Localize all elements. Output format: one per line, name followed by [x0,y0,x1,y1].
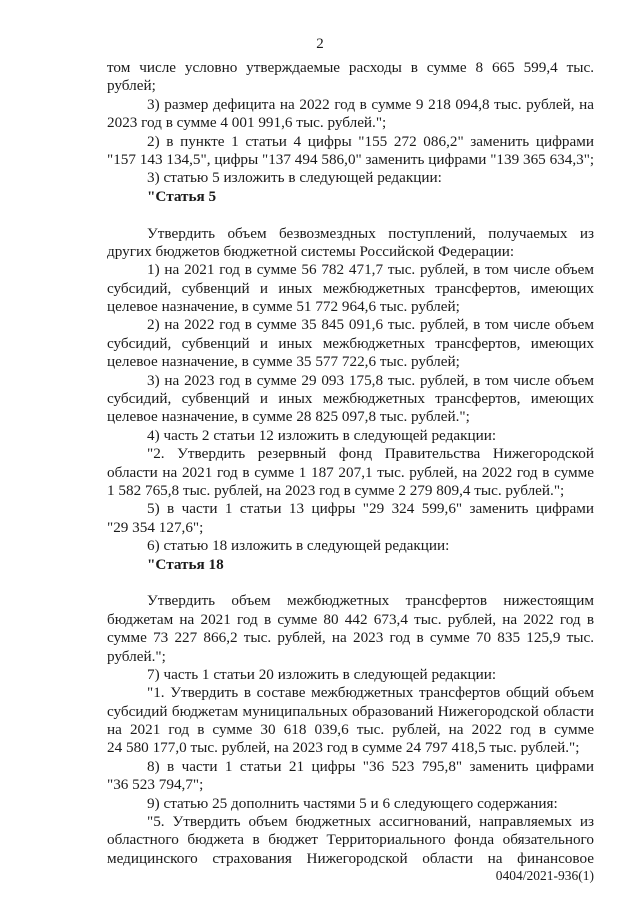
text-line: Утвердить объем безвозмездных поступлений, получаемых из [147,224,594,242]
text-line: сумме 73 227 866,2 тыс. рублей, на 2023 год в сумме 70 835 125,9 тыс. [107,629,594,647]
text-line: 2023 год в сумме 4 001 991,6 тыс. рублей."; [107,114,387,132]
text-line: субсидий бюджетам муниципальных образований Нижегородской области [107,702,594,720]
text-line: других бюджетов бюджетной системы Российской Федерации: [107,242,515,260]
text-line: 3) статью 5 изложить в следующей редакции: [147,169,442,187]
text-line: субсидий, субвенций и иных межбюджетных трансфертов, имеющих [107,279,594,297]
text-line: 6) статью 18 изложить в следующей редакции: [147,537,450,555]
text-line: медицинского страхования Нижегородской области на финансовое [107,849,594,867]
blank-line [107,574,594,592]
text-line: области на 2021 год в сумме 1 187 207,1 тыс. рублей, на 2022 год в сумме [107,463,594,481]
page-number: 2 [316,36,324,52]
text-line: "2. Утвердить резервный фонд Правительства Нижегородской [147,445,594,463]
text-line: 3) на 2023 год в сумме 29 093 175,8 тыс. рублей, в том числе объем [147,371,594,389]
text-line: "1. Утвердить в составе межбюджетных трансфертов общий объем [147,684,594,702]
text-line: "Статья 18 [147,555,224,573]
document-body [107,59,594,868]
text-line: 3) размер дефицита на 2022 год в сумме 9 218 094,8 тыс. рублей, на [147,95,594,113]
text-line: 8) в части 1 статьи 21 цифры "36 523 795,8" заменить цифрами [147,757,594,775]
text-line: "36 523 794,7"; [107,776,204,794]
text-line: субсидий, субвенций и иных межбюджетных трансфертов, имеющих [107,390,594,408]
text-line: целевое назначение, в сумме 28 825 097,8 тыс. рублей."; [107,408,470,426]
text-line: "157 143 134,5", цифры "137 494 586,0" заменить цифрами "139 365 634,3"; [107,150,595,168]
text-line: рублей."; [107,647,166,665]
text-line: рублей; [107,77,156,95]
text-line: 7) часть 1 статьи 20 изложить в следующей редакции: [147,665,497,683]
text-line: 2) на 2022 год в сумме 35 845 091,6 тыс. рублей, в том числе объем [147,316,594,334]
text-line: 1 582 765,8 тыс. рублей, на 2023 год в сумме 2 279 809,4 тыс. рублей."; [107,481,565,499]
text-line: областного бюджета в бюджет Территориального фонда обязательного [107,831,594,849]
text-line: том числе условно утверждаемые расходы в сумме 8 665 599,4 тыс. [107,59,594,76]
text-line: 5) в части 1 статьи 13 цифры "29 324 599,6" заменить цифрами [147,500,594,518]
text-line: 2) в пункте 1 статьи 4 цифры "155 272 086,2" заменить цифрами [147,132,594,150]
text-line: бюджетам на 2021 год в сумме 80 442 673,4 тыс. рублей, на 2022 год в [107,610,594,628]
text-line: "Статья 5 [147,187,217,205]
text-line: "29 354 127,6"; [107,518,204,536]
text-line: целевое назначение, в сумме 35 577 722,6 тыс. рублей; [107,353,460,371]
text-line: 24 580 177,0 тыс. рублей, на 2023 год в сумме 24 797 418,5 тыс. рублей."; [107,739,580,757]
text-line: субсидий, субвенций и иных межбюджетных трансфертов, имеющих [107,334,594,352]
blank-line [107,206,594,224]
document-code: 0404/2021-936(1) [495,868,594,883]
text-line: 1) на 2021 год в сумме 56 782 471,7 тыс. рублей, в том числе объем [147,261,594,279]
text-line: "5. Утвердить объем бюджетных ассигнований, направляемых из [147,813,594,831]
text-line: 9) статью 25 дополнить частями 5 и 6 следующего содержания: [147,794,558,812]
text-line: на 2021 год в сумме 30 618 039,6 тыс. рублей, на 2022 год в сумме [107,721,594,739]
text-line: целевое назначение, в сумме 51 772 964,6 тыс. рублей; [107,298,460,316]
text-line: 4) часть 2 статьи 12 изложить в следующей редакции: [147,426,497,444]
text-line: Утвердить объем межбюджетных трансфертов нижестоящим [147,592,594,610]
